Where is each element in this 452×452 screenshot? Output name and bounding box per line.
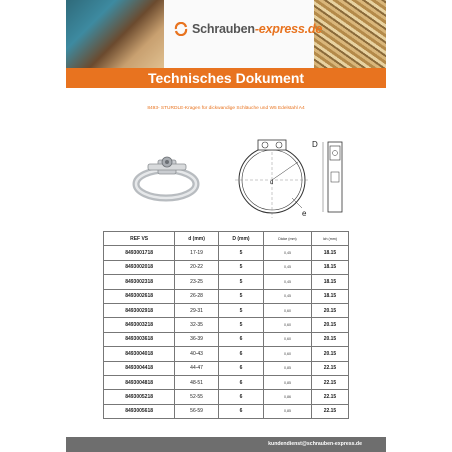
- header-thickness: Dicke (mm): [264, 232, 312, 246]
- table-cell: 0,85: [264, 404, 312, 418]
- table-cell: 8493002618: [104, 289, 175, 303]
- table-cell: 8493001718: [104, 246, 175, 260]
- table-cell: 0,85: [264, 375, 312, 389]
- technical-drawing: [230, 132, 360, 227]
- table-cell: 0,60: [264, 303, 312, 317]
- header-photo-tools: [66, 0, 164, 68]
- table-cell: 0,60: [264, 347, 312, 361]
- table-row: [104, 390, 349, 404]
- table-cell: 22.15: [311, 375, 348, 389]
- logo-brand: Schrauben: [192, 22, 255, 36]
- table-cell: 20.15: [311, 332, 348, 346]
- table-cell: 5: [218, 246, 263, 260]
- table-cell: 8493004018: [104, 347, 175, 361]
- table-row: [104, 289, 349, 303]
- document-title: Technisches Dokument: [66, 68, 386, 88]
- header-ref: REF VS: [104, 232, 175, 246]
- table-cell: 5: [218, 318, 263, 332]
- table-cell: 5: [218, 289, 263, 303]
- header-width: lch (mm): [311, 232, 348, 246]
- table-row: [104, 318, 349, 332]
- table-cell: 8493002018: [104, 260, 175, 274]
- table-cell: 8493002918: [104, 303, 175, 317]
- table-header-row: [104, 232, 349, 246]
- table-cell: 8493004818: [104, 375, 175, 389]
- table-cell: 20.15: [311, 318, 348, 332]
- label-e: e: [302, 209, 307, 218]
- table-row: [104, 347, 349, 361]
- table-cell: 6: [218, 404, 263, 418]
- table-row: [104, 375, 349, 389]
- table-cell: 5: [218, 303, 263, 317]
- table-cell: 20-22: [175, 260, 219, 274]
- logo-mark-icon: [174, 22, 188, 36]
- brand-logo[interactable]: [174, 22, 322, 36]
- table-cell: 6: [218, 347, 263, 361]
- table-cell: 0,60: [264, 332, 312, 346]
- table-cell: 0,85: [264, 361, 312, 375]
- header-D: D (mm): [218, 232, 263, 246]
- product-subtitle: 8493- STURDLE-Kragen für dickwandige Schläuche und W5 Edelstahl A4: [147, 106, 305, 111]
- table-cell: 0,86: [264, 390, 312, 404]
- table-cell: 32-35: [175, 318, 219, 332]
- table-cell: 5: [218, 260, 263, 274]
- table-cell: 6: [218, 375, 263, 389]
- table-cell: 18.15: [311, 289, 348, 303]
- table-row: [104, 404, 349, 418]
- table-row: [104, 246, 349, 260]
- table-cell: 8493003218: [104, 318, 175, 332]
- table-cell: 17-19: [175, 246, 219, 260]
- table-cell: 18.15: [311, 246, 348, 260]
- table-cell: 8493005218: [104, 390, 175, 404]
- table-row: [104, 275, 349, 289]
- table-row: [104, 260, 349, 274]
- label-D: D: [312, 140, 318, 149]
- product-photo: [118, 140, 214, 210]
- footer-bar: [66, 437, 386, 452]
- footer-email[interactable]: kundendienst@schrauben-express.de: [268, 441, 362, 447]
- table-row: [104, 303, 349, 317]
- header-photo-screws: [314, 0, 386, 68]
- table-cell: 23-25: [175, 275, 219, 289]
- header-banner: [66, 0, 386, 68]
- spec-table: [103, 231, 349, 419]
- table-cell: 5: [218, 275, 263, 289]
- table-cell: 29-31: [175, 303, 219, 317]
- table-cell: 6: [218, 390, 263, 404]
- table-cell: 22.15: [311, 404, 348, 418]
- table-cell: 0,45: [264, 260, 312, 274]
- table-row: [104, 332, 349, 346]
- table-cell: 36-39: [175, 332, 219, 346]
- table-row: [104, 361, 349, 375]
- table-cell: 40-43: [175, 347, 219, 361]
- table-cell: 18.15: [311, 260, 348, 274]
- table-cell: 44-47: [175, 361, 219, 375]
- table-cell: 26-28: [175, 289, 219, 303]
- table-cell: 6: [218, 332, 263, 346]
- table-cell: 0,45: [264, 246, 312, 260]
- table-cell: 8493004418: [104, 361, 175, 375]
- table-cell: 8493003618: [104, 332, 175, 346]
- table-cell: 48-51: [175, 375, 219, 389]
- table-cell: 8493005618: [104, 404, 175, 418]
- table-cell: 20.15: [311, 347, 348, 361]
- table-cell: 20.15: [311, 303, 348, 317]
- table-cell: 22.15: [311, 390, 348, 404]
- table-cell: 8493002318: [104, 275, 175, 289]
- table-cell: 22.15: [311, 361, 348, 375]
- table-cell: 0,45: [264, 275, 312, 289]
- table-cell: 6: [218, 361, 263, 375]
- table-cell: 0,60: [264, 318, 312, 332]
- label-d: d: [270, 180, 274, 186]
- table-cell: 56-59: [175, 404, 219, 418]
- table-cell: 18.15: [311, 275, 348, 289]
- logo-text: [192, 22, 322, 36]
- logo-suffix: -express.de: [254, 22, 323, 36]
- header-d: d (mm): [175, 232, 219, 246]
- table-cell: 0,45: [264, 289, 312, 303]
- table-cell: 52-55: [175, 390, 219, 404]
